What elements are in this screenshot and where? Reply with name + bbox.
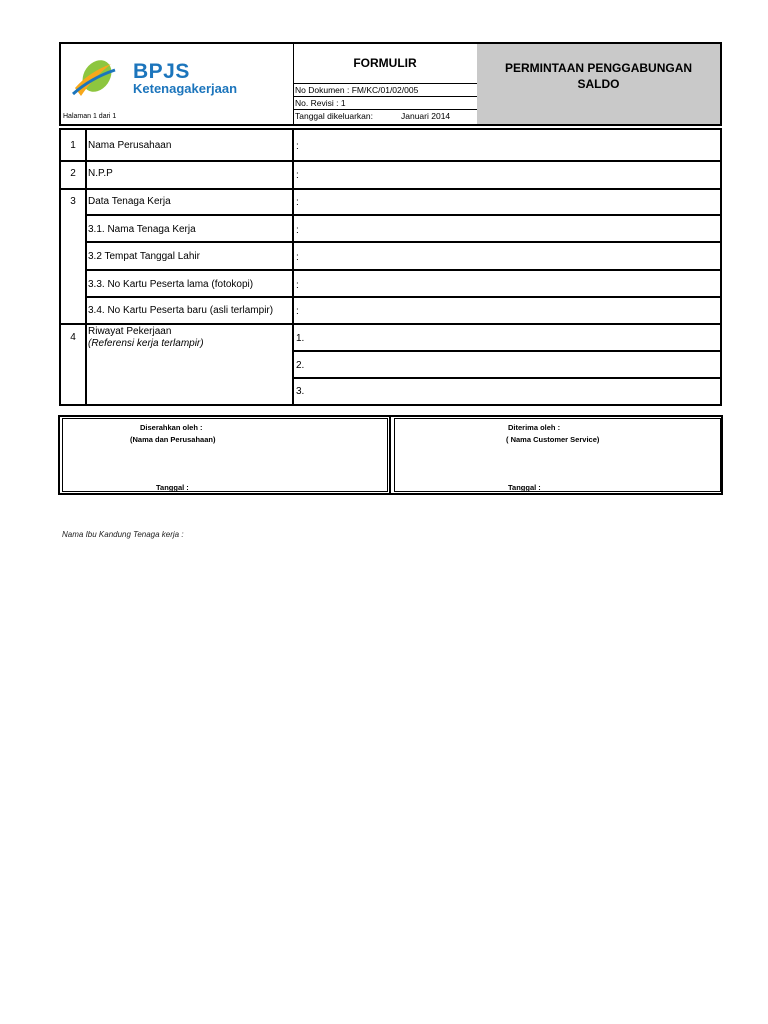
received-by-label: Diterima oleh : xyxy=(508,423,561,432)
label-riwayat-pekerjaan: Riwayat Pekerjaan xyxy=(88,326,172,337)
submitted-by-label: Diserahkan oleh : xyxy=(140,423,203,432)
issue-date-label: Tanggal dikeluarkan: xyxy=(295,111,373,121)
field-kartu-baru[interactable]: : xyxy=(296,306,299,317)
logo-area xyxy=(61,44,294,124)
field-riwayat-2[interactable]: 2. xyxy=(296,360,305,371)
row-separator xyxy=(85,296,720,298)
field-nama-perusahaan[interactable]: : xyxy=(296,141,299,152)
signature-divider xyxy=(389,417,391,493)
formulir-heading: FORMULIR xyxy=(353,56,417,70)
document-number: No Dokumen : FM/KC/01/02/005 xyxy=(293,83,477,96)
form-title-area xyxy=(477,44,720,124)
form-table xyxy=(59,128,722,406)
row-number: 1 xyxy=(70,140,76,151)
issue-date-row xyxy=(293,109,477,122)
field-npp[interactable]: : xyxy=(296,170,299,181)
row-separator xyxy=(85,269,720,271)
row-number: 2 xyxy=(70,168,76,179)
row-number: 3 xyxy=(70,196,76,207)
row-separator xyxy=(85,241,720,243)
submitted-by-sub: (Nama dan Perusahaan) xyxy=(130,435,216,444)
row-separator xyxy=(61,188,720,190)
field-nama-tenaga-kerja[interactable]: : xyxy=(296,225,299,236)
form-title-line2: SALDO xyxy=(577,77,620,91)
row-separator xyxy=(85,214,720,216)
label-kartu-lama: 3.3. No Kartu Peserta lama (fotokopi) xyxy=(88,279,254,290)
row-separator xyxy=(292,350,720,352)
field-riwayat-3[interactable]: 3. xyxy=(296,386,305,397)
issue-date-value: Januari 2014 xyxy=(401,111,451,121)
label-kartu-baru: 3.4. No Kartu Peserta baru (asli terlampir) xyxy=(88,305,274,316)
label-npp: N.P.P xyxy=(88,168,113,179)
row-separator xyxy=(292,377,720,379)
signature-block xyxy=(58,415,723,495)
label-tempat-tanggal-lahir: 3.2 Tempat Tanggal Lahir xyxy=(88,251,200,262)
row-separator xyxy=(61,160,720,162)
row-separator xyxy=(61,323,720,325)
page-indicator: Halaman 1 dari 1 xyxy=(63,113,117,120)
column-divider-value xyxy=(292,130,294,404)
revision-number: No. Revisi : 1 xyxy=(293,96,477,109)
label-data-tenaga-kerja: Data Tenaga Kerja xyxy=(88,196,171,207)
label-nama-perusahaan: Nama Perusahaan xyxy=(88,140,172,151)
mother-name-note: Nama Ibu Kandung Tenaga kerja : xyxy=(62,530,184,539)
field-kartu-lama[interactable]: : xyxy=(296,280,299,291)
bpjs-logo-icon xyxy=(71,58,117,98)
column-divider-number xyxy=(85,130,87,404)
logo-text: BPJS xyxy=(133,60,190,83)
submitted-by-box[interactable] xyxy=(62,418,388,492)
riwayat-note: (Referensi kerja terlampir) xyxy=(88,338,204,349)
form-title xyxy=(477,60,720,92)
received-date-label: Tanggal : xyxy=(508,483,541,492)
document-meta xyxy=(293,44,478,124)
received-by-sub: ( Nama Customer Service) xyxy=(506,435,600,444)
form-header xyxy=(59,42,722,126)
field-tempat-tanggal-lahir[interactable]: : xyxy=(296,252,299,263)
field-data-tenaga-kerja[interactable]: : xyxy=(296,197,299,208)
logo-subtext: Ketenagakerjaan xyxy=(133,81,238,96)
form-title-line1: PERMINTAAN PENGGABUNGAN xyxy=(504,61,693,75)
submitted-date-label: Tanggal : xyxy=(156,483,189,492)
field-riwayat-1[interactable]: 1. xyxy=(296,333,305,344)
label-nama-tenaga-kerja: 3.1. Nama Tenaga Kerja xyxy=(88,224,196,235)
row-number: 4 xyxy=(70,332,76,343)
